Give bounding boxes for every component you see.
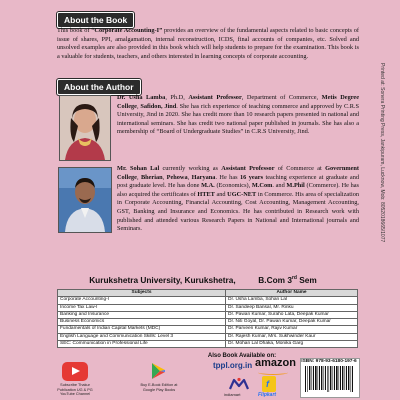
flipkart-f-glyph: f [266, 379, 269, 389]
play-icon [72, 367, 80, 375]
table-header-row [58, 290, 358, 297]
youtube-label: Subscribe Thakur Publication UG & PG YouTube Channel [57, 383, 93, 397]
table-row [58, 297, 358, 304]
author1-text-top [117, 94, 359, 137]
author2-years: 16 years [239, 173, 264, 181]
author1-college: Metis Degree College [117, 94, 359, 110]
about-book-text [57, 27, 359, 61]
indiamart-icon[interactable] [228, 377, 250, 391]
printer-imprint: Printed at: Sonera Printing Press, Jankipuram, Lucknow, Mob: 8052018665/1077 [379, 63, 385, 243]
author2-name: Mr. Sohan Lal [117, 165, 160, 172]
available-on-label: Also Book Available on: [207, 353, 277, 359]
author2-text [117, 165, 359, 234]
author2-deg1: M.A. [201, 182, 215, 190]
table-cell: Income Tax Law-I [58, 304, 226, 311]
flipkart-icon[interactable] [262, 376, 276, 392]
table-cell: Dr. Mohan Lal Dhaka, Monika Garg [226, 341, 358, 348]
table-cell: Dr. Pawan Kumar, Suraho Lata, Deepak Kumar [226, 311, 358, 318]
author1-degree: , Ph.D, [165, 94, 189, 101]
table-row [58, 311, 358, 318]
author2-place2: Pehowa [166, 173, 188, 181]
author1-name: Dr. Usha Lamba [117, 94, 166, 101]
author2-cert2: UGC-NET [227, 190, 257, 198]
author-photo-usha-lamba [59, 95, 111, 161]
table-cell: English Language and Communication Skills: Level 3 [58, 333, 226, 340]
google-play-label: Buy E-Book Edition at Google Play Books [140, 383, 178, 392]
table-row [58, 304, 358, 311]
table-cell: SEC: Communication in Professional Life [58, 341, 226, 348]
table-cell: Fundamentals of Indian Capital Markets (MDC) [58, 326, 226, 333]
author2-sep1: , [136, 173, 141, 181]
about-book-text-pre: This book of [57, 27, 92, 34]
author2-role: Assistant Professor [221, 165, 275, 172]
table-cell: Dr. Usha Lamba, Sohan Lal [226, 297, 358, 304]
table-cell: Dr. Parveen Kumar, Rajiv Kumar [226, 326, 358, 333]
author-photo-sohan-lal [58, 167, 112, 233]
table-cell: Dr. Sandeep Bansal, Mr. Rinku [226, 304, 358, 311]
tppl-website-link[interactable]: tppl.org.in [213, 361, 253, 370]
amazon-smile-icon [258, 370, 288, 375]
table-cell: Banking and Insurance [58, 311, 226, 318]
about-author-heading: About the Author [57, 79, 141, 95]
table-row [58, 341, 358, 348]
author2-place3: Haryana [191, 173, 216, 181]
author2-deg2: M.Com [251, 182, 273, 190]
author2-t1: currently working as [159, 165, 222, 172]
university-title [58, 275, 348, 285]
author2-t4: teaching experience at graduate and post graduate level. He has done [117, 173, 359, 190]
author2-t3: . He has [215, 173, 240, 181]
table-header: Subjects [58, 290, 226, 297]
author1-rest: . She has rich experience of teaching commerce and approved by C.R.S University, Jind in 2020. She has credit more than 10 research papers presented in national and international seminars. She has credit two national paper published in journals. She has also a membership of “Board of Undergraduate Studies” in C.R.S University, Jind. [117, 102, 360, 136]
book-title-inline: “Corporate Accounting-I” [91, 27, 163, 34]
author-photo-1-image [60, 96, 110, 160]
author2-t5: (Economics), [214, 182, 252, 190]
table-row [58, 319, 358, 326]
author2-t8: and [214, 190, 228, 198]
indiamart-label: indiamart [224, 392, 241, 397]
amazon-logo[interactable]: amazon [255, 357, 296, 369]
author2-sep2: , [162, 173, 167, 181]
course-name: B.Com 3 [258, 275, 292, 285]
table-row [58, 326, 358, 333]
table-cell: Corporate Accounting-I [58, 297, 226, 304]
author2-t2: of Commerce at [274, 165, 326, 172]
subjects-table [57, 289, 358, 348]
google-play-icon[interactable] [148, 362, 170, 380]
author1-role: Assistant Professor [188, 94, 242, 101]
course-sup: rd [291, 275, 297, 282]
author1-place: Safidon, Jind [140, 102, 177, 110]
author2-college: Government College [117, 165, 359, 181]
university-name: Kurukshetra University, Kurukshetra, [89, 275, 236, 285]
author2-t6: . and [272, 182, 287, 190]
table-cell: Business Economics [58, 319, 226, 326]
author2-deg3: M.Phil [286, 182, 305, 190]
about-book-heading: About the Book [57, 12, 134, 28]
author2-place1: Bherian [140, 173, 163, 181]
flipkart-label: Flipkart [258, 392, 277, 398]
table-row [58, 333, 358, 340]
table-header: Author Name [226, 290, 358, 297]
barcode-icon [304, 366, 354, 392]
author-photo-2-image [59, 168, 111, 232]
author2-cert1: HTET [197, 190, 215, 198]
author2-t9: in Commerce. His area of specialization in Corporate Accounting, Financial Accounting, Cost Accounting, Management Accounting, GST, Banking and Insurance and Economics. He has contributed in Research work with published and attended various Research Papers in National and International journals and Seminars. [117, 190, 359, 233]
author1-dept: , Department of Commerce, [241, 94, 322, 101]
course-sem: Sem [296, 275, 317, 285]
isbn-number: ISBN: 978-93-6180-197-6 [301, 359, 357, 364]
author2-t7: (Commerce). He has also acquired the certificates of [117, 182, 359, 198]
table-cell: Dr. Rajesh Kumar, Mrs. Sukhwinder Kaur [226, 333, 358, 340]
table-cell: Dr. Niti Goyal, Dr. Pawan Kumar, Deepak Kumar [226, 319, 358, 326]
about-book-text-post: provides an overview of the fundamental aspects related to basic concepts of issue of shares, PPI, amalgamation, internal reconstruction, ICDS, final accounts of companies, etc. Solved and unsolved examples are also provided in this book which will help students to prepare for the examination. This book is a valuable for students, teachers, and others interested in learning concepts of corporate accounting. [57, 27, 359, 60]
author1-sep: , [136, 102, 141, 110]
author2-sep3: , [187, 173, 192, 181]
